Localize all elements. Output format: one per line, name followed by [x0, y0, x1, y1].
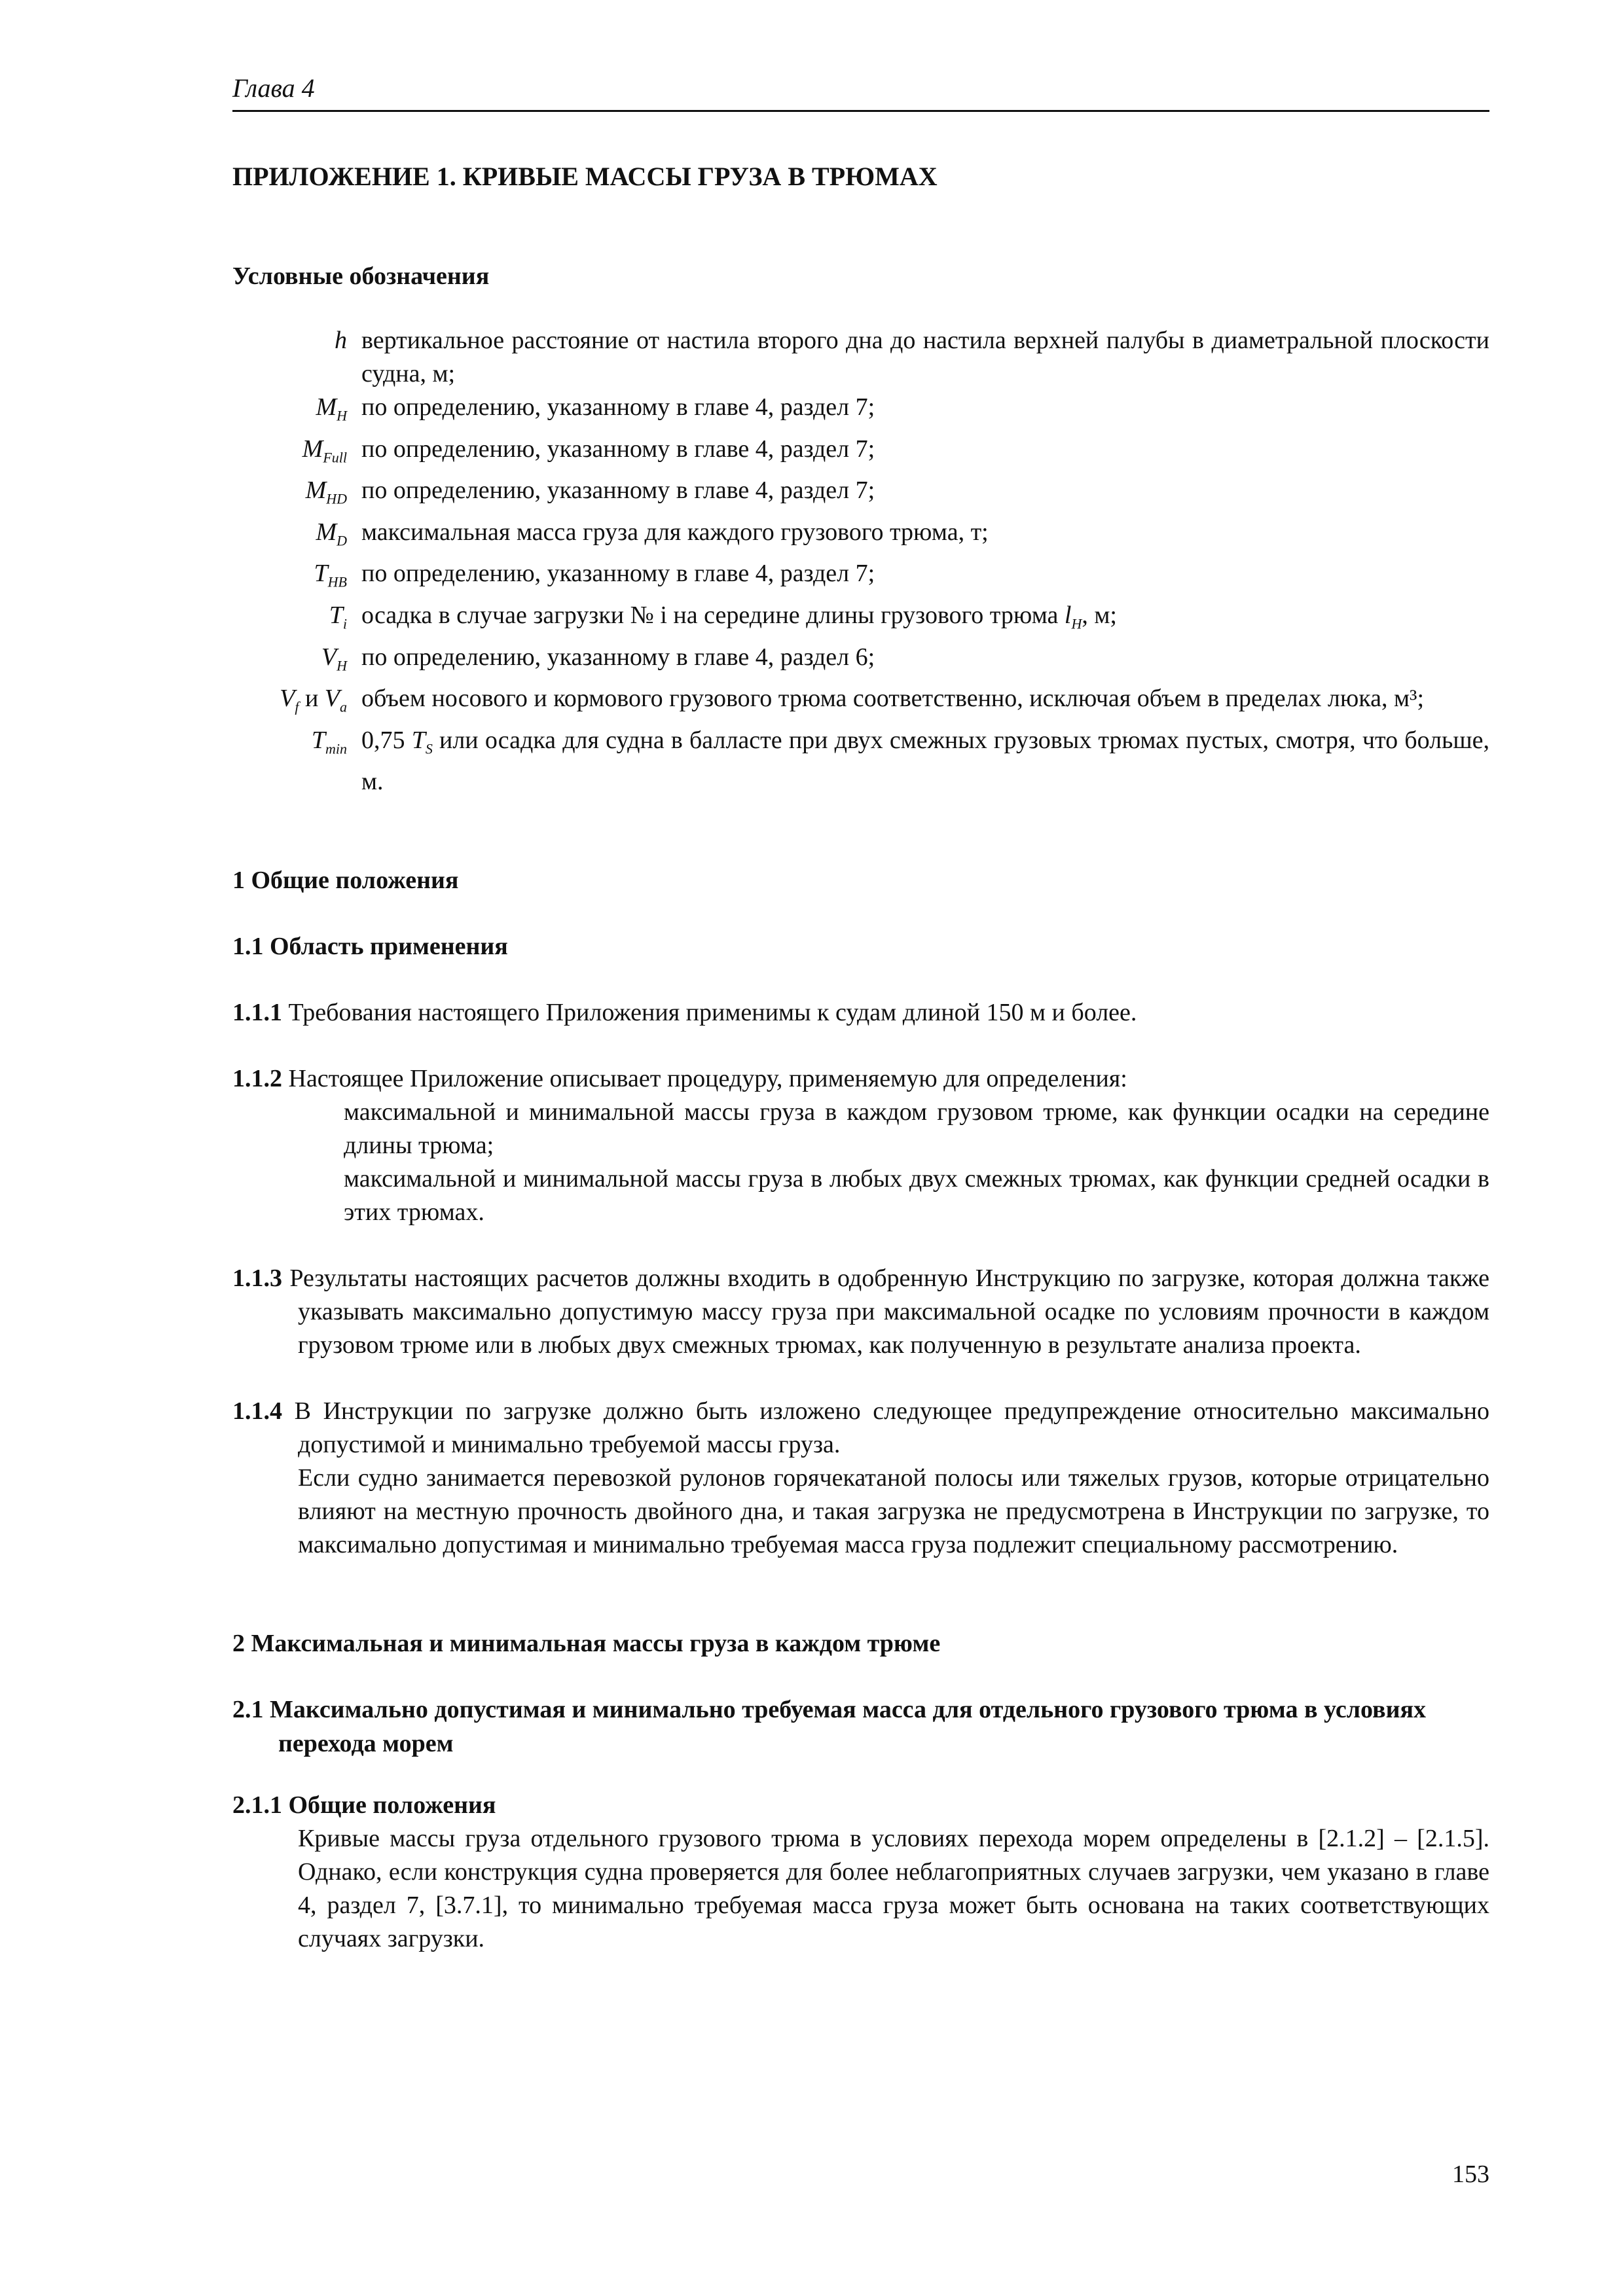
section-2-heading: 2 Максимальная и минимальная массы груза в каждом трюме: [232, 1630, 941, 1658]
running-head: Глава 4: [232, 73, 315, 103]
notation-definition: по определению, указанному в главе 4, раздел 6;: [361, 643, 875, 671]
notation-definition: по определению, указанному в главе 4, раздел 7;: [361, 476, 875, 505]
notation-symbol: $V_H$: [321, 643, 347, 674]
notation-definition: объем носового и кормового грузового трюма соответственно, исключая объем в пределах люка, м³;: [361, 685, 1424, 713]
notation-symbol: $V_f$ и $V_a$: [280, 685, 347, 715]
appendix-title: ПРИЛОЖЕНИЕ 1. КРИВЫЕ МАССЫ ГРУЗА В ТРЮМАХ: [232, 162, 938, 191]
notation-definition: вертикальное расстояние от настила второго дна до настила верхней палубы в диаметральной плоскости судна, м;: [361, 327, 1489, 387]
notation-symbol: $T_{HB}$: [314, 560, 347, 590]
notation-symbol: $M_D$: [316, 518, 347, 549]
notation-symbol: $T_{min}$: [311, 726, 347, 757]
notation-definition: по определению, указанному в главе 4, раздел 7;: [361, 560, 875, 588]
document-page: [232, 72, 1489, 1956]
notation-heading: Условные обозначения: [232, 262, 490, 290]
paragraph-1-1-4-continued: Если судно занимается перевозкой рулонов горячекатаной полосы или тяжелых грузов, которые отрицательно влияют на местную прочность двойного дна, и такая загрузка не предусмотрена в Инструкции по загрузке, то максимально допустимая и минимально требуемая масса груза подлежит специальному рассмотрению.: [298, 1464, 1489, 1559]
notation-item: [232, 682, 1489, 724]
notation-symbol: $T_i$: [329, 601, 347, 632]
notation-item: [232, 433, 1489, 475]
notation-item: [232, 474, 1489, 516]
section-2-1-heading: 2.1 Максимально допустимая и минимально требуемая масса для отдельного грузового трюма в условиях перехода морем: [232, 1696, 1427, 1758]
notation-definition: максимальная масса груза для каждого грузового трюма, т;: [361, 518, 989, 546]
page-number: 153: [1452, 2161, 1489, 2188]
notation-symbol: h: [335, 327, 347, 354]
notation-item: [232, 516, 1489, 558]
section-1-1-heading: 1.1 Область применения: [232, 933, 508, 961]
notation-definition: 0,75 $T_S$ или осадка для судна в балласте при двух смежных грузовых трюмах пустых, смотря, что больше, м.: [361, 726, 1489, 796]
paragraph-1-1-2: 1.1.2 Настоящее Приложение описывает процедуру, применяемую для определения:: [232, 1065, 1127, 1093]
notation-item: [232, 557, 1489, 599]
notation-item: [232, 391, 1489, 433]
paragraph-2-1-1: Кривые массы груза отдельного грузового трюма в условиях перехода морем определены в [2.1.2] – [2.1.5]. Однако, если конструкция судна проверяется для более неблагоприятных случаев загрузки, чем указано в главе 4, раздел 7, [3.7.1], то минимально требуемая масса груза может быть основана на таких соответствующих случаях загрузки.: [298, 1825, 1489, 1953]
notation-list: [232, 324, 1489, 798]
notation-symbol: $M_{HD}$: [305, 476, 347, 507]
notation-definition: по определению, указанному в главе 4, раздел 7;: [361, 393, 875, 421]
notation-symbol: $M_H$: [316, 393, 347, 424]
notation-definition: по определению, указанному в главе 4, раздел 7;: [361, 435, 875, 463]
paragraph-1-1-1: 1.1.1 Требования настоящего Приложения применимы к судам длиной 150 м и более.: [232, 999, 1137, 1027]
section-1-heading: 1 Общие положения: [232, 867, 459, 895]
notation-item: [232, 324, 1489, 391]
paragraph-1-1-2-item: максимальной и минимальной массы груза в каждом грузовом трюме, как функции осадки на середине длины трюма;: [344, 1098, 1489, 1160]
notation-definition: осадка в случае загрузки № i на середине длины грузового трюма $l_H$, м;: [361, 601, 1117, 632]
notation-item: [232, 599, 1489, 641]
notation-item: [232, 724, 1489, 799]
header-rule: [232, 110, 1489, 112]
notation-item: [232, 641, 1489, 683]
paragraph-1-1-3: 1.1.3 Результаты настоящих расчетов должны входить в одобренную Инструкцию по загрузке, которая должна также указывать максимально допустимую массу груза при максимальной осадке по условиям прочности в каждом грузовом трюме или в любых двух смежных трюмах, как полученную в результате анализа проекта.: [232, 1265, 1490, 1359]
section-2-1-1-heading: 2.1.1 Общие положения: [232, 1791, 496, 1820]
paragraph-1-1-4: 1.1.4 В Инструкции по загрузке должно быть изложено следующее предупреждение относительно максимально допустимой и минимально требуемой массы груза.: [232, 1397, 1490, 1459]
notation-symbol: $M_{Full}$: [302, 435, 347, 466]
paragraph-1-1-2-item: максимальной и минимальной массы груза в любых двух смежных трюмах, как функции средней осадки в этих трюмах.: [344, 1165, 1489, 1227]
